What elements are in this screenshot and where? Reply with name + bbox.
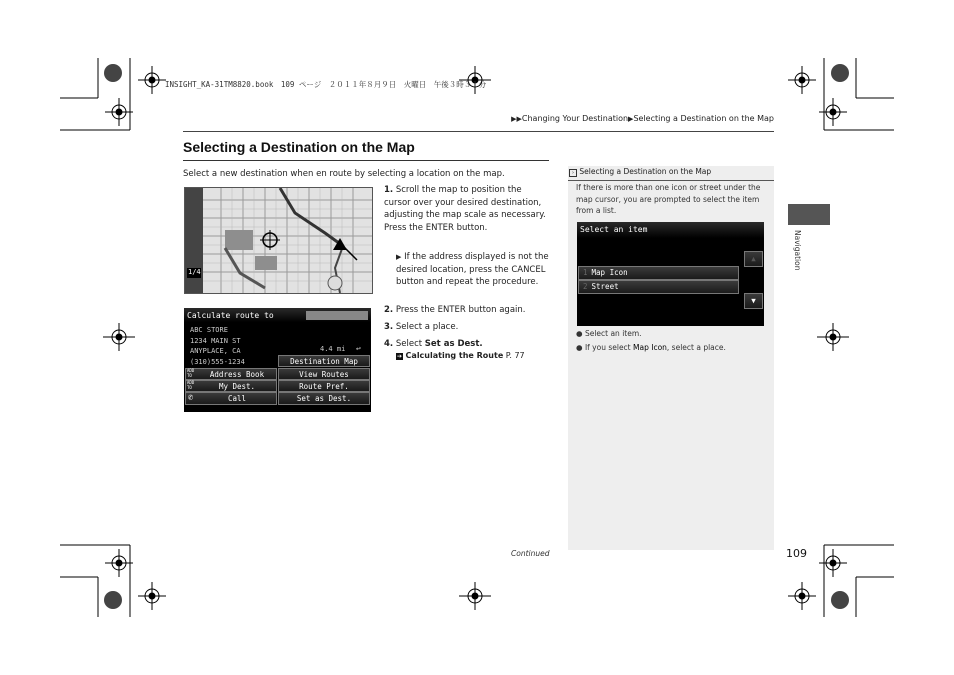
sidebar-bullet-1: ● Select an item. [576, 329, 642, 338]
destination-address: ABC STORE 1234 MAIN ST ANYPLACE, CA (310)555-1234 [190, 326, 245, 366]
add-to-icon: ADD TO [187, 368, 195, 378]
sidebar-note: If there is more than one icon or street under the map cursor, you are prompted to select the item from a list. [576, 183, 761, 215]
add-to-icon: ADD TO [187, 380, 195, 390]
bullet-icon: ● [576, 343, 583, 352]
calculate-route-screen [184, 308, 371, 412]
route-pref-button[interactable]: Route Pref. [278, 380, 370, 392]
distance: 4.4 mi [320, 345, 346, 353]
breadcrumb-separator-icon: ▶ [628, 115, 634, 123]
breadcrumb-current: Selecting a Destination on the Map [633, 114, 774, 123]
step-1-note: ▶ If the address displayed is not the desired location, press the CANCEL button and repeat the procedure. [396, 252, 549, 287]
view-routes-button[interactable]: View Routes [278, 368, 370, 380]
continued-label: Continued [511, 549, 550, 558]
page-title: Selecting a Destination on the Map [183, 139, 415, 155]
map-scale: 1/4 [188, 268, 201, 276]
intro-text: Select a new destination when en route by selecting a location on the map. [183, 169, 505, 179]
xref-icon: ➔ [396, 353, 403, 360]
return-icon: ↩ [356, 344, 361, 353]
breadcrumb [511, 114, 774, 123]
step-3: 3. Select a place. [384, 322, 459, 332]
bullet-icon: ● [576, 329, 583, 338]
my-dest-button[interactable]: My Dest. [185, 380, 277, 392]
list-item-map-icon[interactable]: 1 Map Icon [578, 266, 739, 280]
sidebar-bullet-2: ● If you select Map Icon, select a place. [576, 343, 726, 352]
phone-icon: ✆ [188, 393, 194, 403]
list-item-street[interactable]: 2 Street [578, 280, 739, 294]
page-number: 109 [786, 547, 807, 560]
note-arrow-icon: ▶ [396, 253, 402, 261]
status-icons [306, 311, 368, 320]
map-graphic [185, 188, 372, 293]
screen-title: Calculate route to [187, 311, 274, 320]
header-rule [183, 131, 774, 132]
step-4: 4. Select Set as Dest. [384, 339, 483, 349]
step-1: 1. Scroll the map to position the cursor over your desired destination, adjusting the map scale as necessary. Press the ENTER button. [384, 185, 546, 233]
set-as-dest-button[interactable]: Set as Dest. [278, 392, 370, 405]
select-item-screen [577, 222, 764, 326]
scroll-up-button[interactable]: ▲ [744, 251, 763, 267]
xref-link[interactable]: ➔ Calculating the Route P. 77 [396, 351, 525, 360]
section-tab-label: Navigation [793, 230, 802, 271]
breadcrumb-arrow-icon: ▶▶ [511, 115, 522, 123]
step-2: 2. Press the ENTER button again. [384, 305, 526, 315]
breadcrumb-parent[interactable]: Changing Your Destination [521, 114, 629, 123]
address-book-button[interactable]: Address Book [185, 368, 277, 380]
destination-map-button[interactable]: Destination Map [278, 355, 370, 367]
sidebar-heading: › Selecting a Destination on the Map [569, 167, 711, 177]
map-screenshot [184, 187, 373, 294]
print-header: INSIGHT_KA-31TM8820.book 109 ページ ２０１１年８月９日 火曜日 午後３時３１分 [165, 80, 487, 89]
section-tab [788, 204, 830, 225]
scroll-down-button[interactable]: ▼ [744, 293, 763, 309]
select-title: Select an item [580, 225, 648, 234]
call-button[interactable]: Call [185, 392, 277, 405]
sidebar-rule [568, 180, 774, 181]
title-rule [183, 160, 549, 161]
note-icon: › [569, 169, 577, 177]
